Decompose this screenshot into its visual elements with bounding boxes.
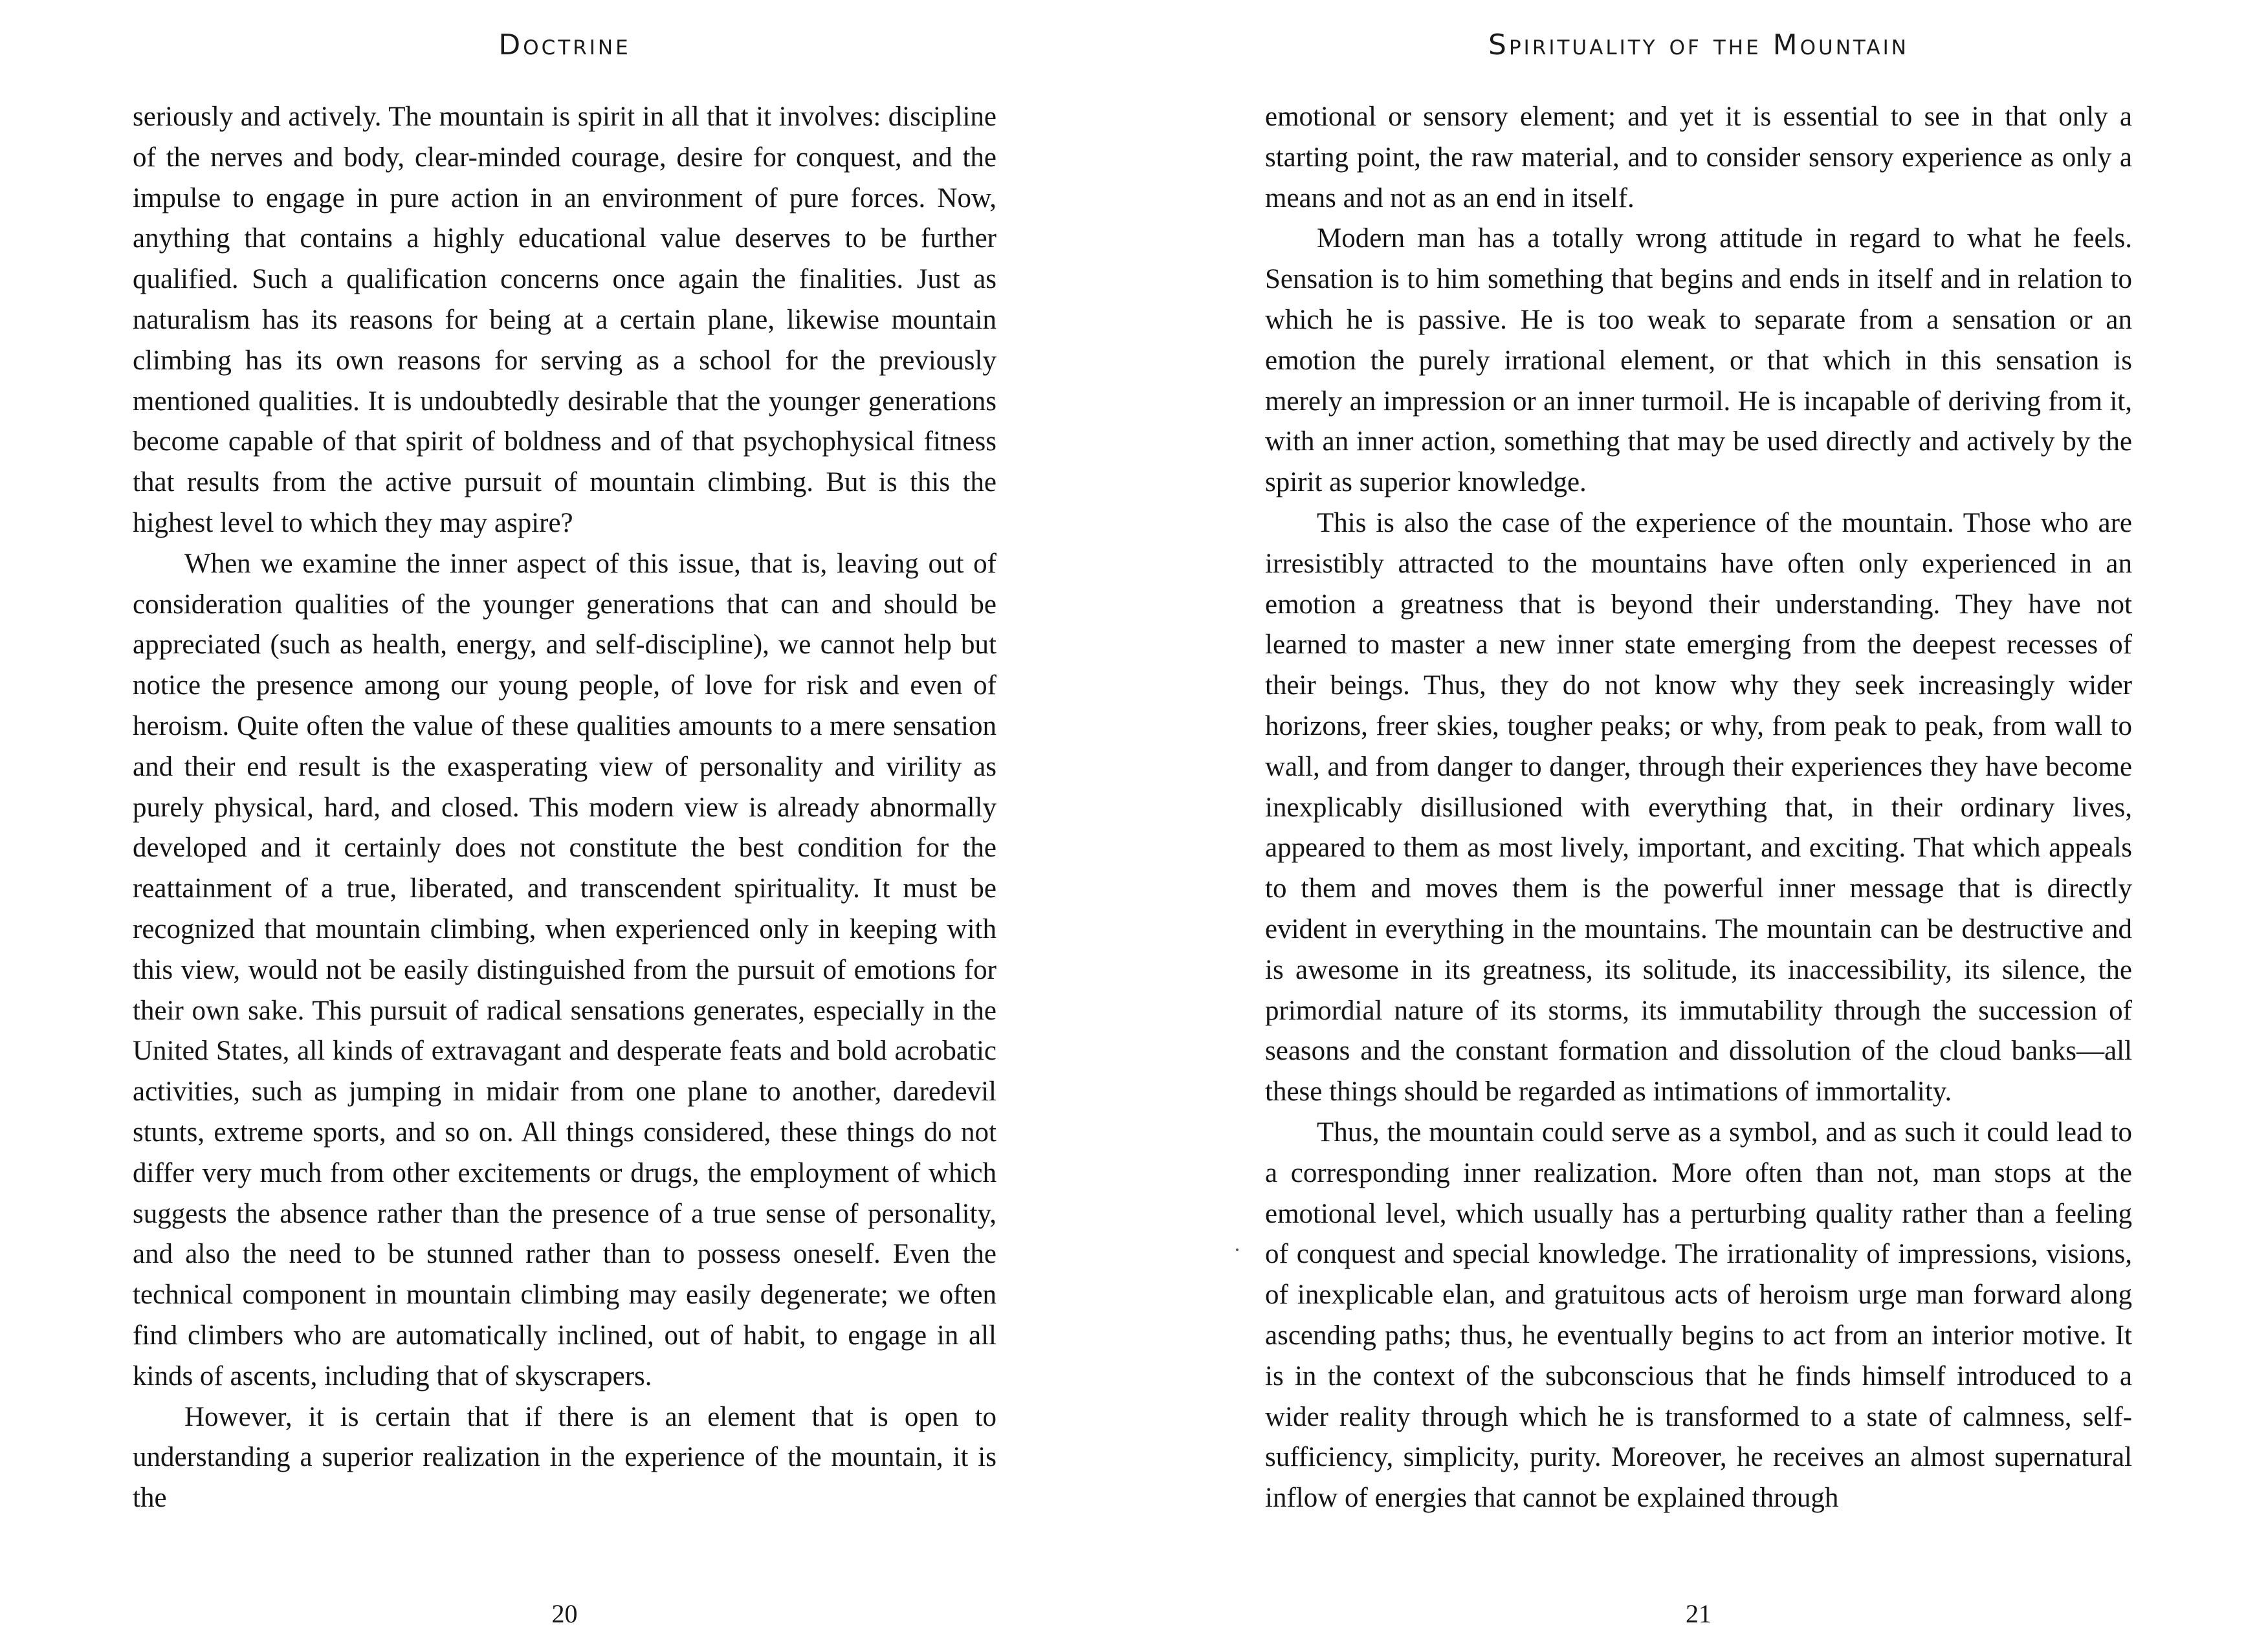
scan-speck — [1236, 1249, 1239, 1251]
paragraph: However, it is certain that if there is an element that is open to understanding a superior realization in the experience of the mountain, it is the — [133, 1401, 996, 1514]
left-page — [133, 0, 996, 1647]
left-page-body — [133, 97, 996, 1519]
right-page — [1265, 0, 2132, 1647]
page-number-left: 20 — [551, 1599, 578, 1628]
running-head-left: Doctrine — [498, 28, 631, 61]
paragraph: Modern man has a totally wrong attitude in regard to what he feels. Sensation is to him something that begins and ends in itself and in relation to which he is passive. He is too weak to separate from a sensation or an emotion the purely irrational element, or that which in this sensation is merely an impression or an inner turmoil. He is incapable of deriving from it, with an inner action, something that may be used directly and actively by the spirit as superior knowledge. — [1265, 223, 2132, 498]
paragraph: This is also the case of the experience of the mountain. Those who are irresistibly attracted to the mountains have often only experienced in an emotion a greatness that is beyond their understanding. They have not learned to master a new inner state emerging from the deepest recesses of their beings. Thus, they do not know why they seek increasingly wider horizons, freer skies, tougher peaks; or why, from peak to peak, from wall to wall, and from danger to danger, through their experiences they have become inexplicably disillusioned with everything that, in their ordinary lives, appeared to them as most lively, important, and exciting. That which appeals to them and moves them is the powerful inner message that is directly evident in everything in the mountains. The mountain can be destructive and is awesome in its greatness, its solitude, its inaccessibility, its silence, the primordial nature of its storms, its immutability through the succession of seasons and the constant formation and dissolution of the cloud banks—all these things should be regarded as intimations of immortality. — [1265, 507, 2132, 1107]
paragraph: seriously and actively. The mountain is spirit in all that it involves: discipline of the nerves and body, clear-minded courage, desire for conquest, and the impulse to engage in pure action in an environment of pure forces. Now, anything that contains a highly educational value deserves to be further qualified. Such a qualification concerns once again the finalities. Just as naturalism has its reasons for being at a certain plane, likewise mountain climbing has its own reasons for serving as a school for the previously mentioned qualities. It is undoubtedly desirable that the younger generations become capable of that spirit of boldness and of that psychophysical fitness that results from the active pursuit of mountain climbing. But is this the highest level to which they may aspire? — [133, 102, 996, 538]
right-page-body — [1265, 97, 2132, 1519]
running-head-right: Spirituality of the Mountain — [1488, 28, 1909, 61]
paragraph: emotional or sensory element; and yet it is essential to see in that only a starting point, the raw material, and to consider sensory experience as only a means and not as an end in itself. — [1265, 102, 2132, 213]
page-number-right: 21 — [1686, 1599, 1712, 1628]
paragraph: When we examine the inner aspect of this issue, that is, leaving out of consideration qualities of the younger generations that can and should be appreciated (such as health, energy, and self-discipline), we cannot help but notice the presence among our young people, of love for risk and even of heroism. Quite often the value of these qualities amounts to a mere sensation and their end result is the exasperating view of personality and virility as purely physical, hard, and closed. This modern view is already abnormally developed and it certainly does not constitute the best condition for the reattainment of a true, liberated, and transcendent spirituality. It must be recognized that mountain climbing, when experienced only in keeping with this view, would not be easily distinguished from the pursuit of emotions for their own sake. This pursuit of radical sensations generates, especially in the United States, all kinds of extravagant and desperate feats and bold acrobatic activities, such as jumping in midair from one plane to another, daredevil stunts, extreme sports, and so on. All things considered, these things do not differ very much from other excitements or drugs, the employment of which suggests the absence rather than the presence of a true sense of personality, and also the need to be stunned rather than to possess oneself. Even the technical component in mountain climbing may easily degenerate; we often find climbers who are automatically inclined, out of habit, to engage in all kinds of ascents, including that of skyscrapers. — [133, 548, 996, 1391]
paragraph: Thus, the mountain could serve as a symbol, and as such it could lead to a corresponding inner realization. More often than not, man stops at the emotional level, which usually has a perturbing quality rather than a feeling of conquest and special knowledge. The irrationality of impressions, visions, of inexplicable elan, and gratuitous acts of heroism urge man forward along ascending paths; thus, he eventually begins to act from an interior motive. It is in the context of the subconscious that he finds himself introduced to a wider reality through which he is transformed to a state of calmness, self-sufficiency, simplicity, purity. Moreover, he receives an almost supernatural inflow of energies that cannot be explained through — [1265, 1117, 2132, 1514]
